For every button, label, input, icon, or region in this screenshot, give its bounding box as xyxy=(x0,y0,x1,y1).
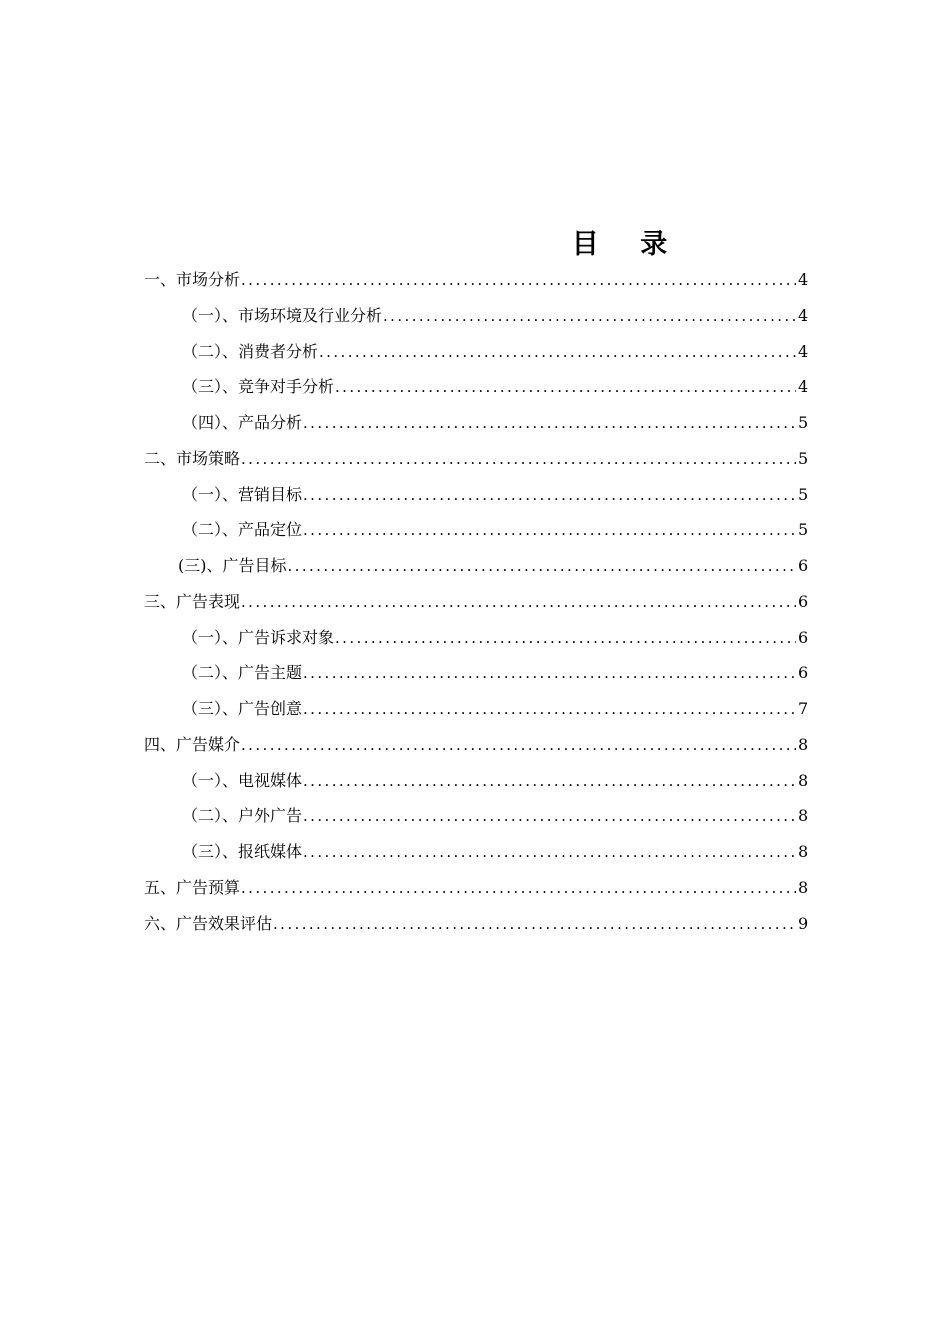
toc-dot-leader xyxy=(319,335,796,370)
toc-entry-page-number: 6 xyxy=(798,663,808,683)
toc-entry-page-number: 5 xyxy=(798,413,808,432)
toc-entry-label: （三）、竞争对手分析 xyxy=(182,377,335,397)
toc-entry[interactable] xyxy=(144,691,808,727)
toc-entry-label: (三)、广告目标 xyxy=(178,556,287,575)
toc-dot-leader xyxy=(303,764,796,799)
toc-entry-page-number: 8 xyxy=(798,734,808,754)
toc-entry[interactable] xyxy=(144,405,808,441)
toc-entry-page-number: 4 xyxy=(798,341,808,361)
toc-dot-leader xyxy=(303,513,796,548)
toc-entry-page-number: 6 xyxy=(798,627,808,647)
toc-entry-label: （一）、电视媒体 xyxy=(182,770,303,790)
toc-dot-leader xyxy=(288,549,797,584)
toc-entry-label: （一）、营销目标 xyxy=(182,484,303,504)
toc-dot-leader xyxy=(241,263,796,298)
toc-dot-leader xyxy=(303,406,796,441)
toc-dot-leader xyxy=(303,799,796,834)
toc-entry[interactable] xyxy=(144,441,808,477)
table-of-contents xyxy=(144,262,808,941)
toc-dot-leader xyxy=(303,835,796,870)
toc-entry-page-number: 8 xyxy=(798,806,808,826)
toc-dot-leader xyxy=(273,907,796,942)
toc-entry-label: （二）、产品定位 xyxy=(182,520,303,540)
toc-entry-label: （一）、广告诉求对象 xyxy=(182,627,335,647)
toc-entry-page-number: 4 xyxy=(798,270,808,289)
toc-dot-leader xyxy=(335,621,796,656)
toc-entry-page-number: 4 xyxy=(798,305,808,325)
toc-entry[interactable] xyxy=(144,763,808,799)
toc-entry-label: （三）、广告创意 xyxy=(182,699,303,718)
toc-dot-leader xyxy=(383,299,796,334)
toc-dot-leader xyxy=(241,442,796,477)
toc-dot-leader xyxy=(241,585,796,620)
toc-entry[interactable] xyxy=(144,334,808,370)
toc-dot-leader xyxy=(241,728,796,763)
toc-dot-leader xyxy=(241,871,796,906)
toc-entry-label: 四、广告媒介 xyxy=(144,734,241,754)
toc-entry[interactable] xyxy=(144,727,808,763)
toc-entry[interactable] xyxy=(144,870,808,906)
toc-entry-label: 一、市场分析 xyxy=(144,270,241,289)
toc-entry-page-number: 8 xyxy=(798,842,808,861)
toc-dot-leader xyxy=(335,370,796,405)
toc-entry-label: 五、广告预算 xyxy=(144,877,241,897)
toc-entry-page-number: 6 xyxy=(798,591,808,611)
toc-entry-label: （二）、消费者分析 xyxy=(182,341,319,361)
toc-entry-page-number: 4 xyxy=(798,377,808,397)
toc-entry-label: （三）、报纸媒体 xyxy=(182,842,303,861)
toc-entry-page-number: 8 xyxy=(798,770,808,790)
toc-entry[interactable] xyxy=(144,548,808,584)
toc-entry[interactable] xyxy=(144,798,808,834)
toc-entry-page-number: 8 xyxy=(798,877,808,897)
toc-dot-leader xyxy=(303,656,796,691)
toc-entry-page-number: 5 xyxy=(798,520,808,540)
toc-entry[interactable] xyxy=(144,620,808,656)
toc-entry-label: （二）、户外广告 xyxy=(182,806,303,826)
toc-entry-page-number: 5 xyxy=(798,448,808,468)
toc-entry[interactable] xyxy=(144,512,808,548)
toc-entry-page-number: 6 xyxy=(798,556,808,575)
toc-entry[interactable] xyxy=(144,906,808,942)
toc-entry[interactable] xyxy=(144,834,808,870)
toc-entry-page-number: 7 xyxy=(798,699,808,718)
toc-dot-leader xyxy=(303,478,796,513)
toc-entry-label: 六、广告效果评估 xyxy=(144,913,273,933)
toc-entry[interactable] xyxy=(144,655,808,691)
toc-entry-page-number: 5 xyxy=(798,484,808,504)
toc-entry-label: 三、广告表现 xyxy=(144,591,241,611)
toc-entry[interactable] xyxy=(144,369,808,405)
toc-entry-page-number: 9 xyxy=(798,913,808,933)
toc-entry[interactable] xyxy=(144,298,808,334)
toc-entry[interactable] xyxy=(144,584,808,620)
toc-entry[interactable] xyxy=(144,262,808,298)
toc-entry[interactable] xyxy=(144,477,808,513)
toc-title: 目 录 xyxy=(571,229,684,260)
toc-entry-label: （二）、广告主题 xyxy=(182,663,303,683)
toc-dot-leader xyxy=(303,692,796,727)
toc-entry-label: （四）、产品分析 xyxy=(182,413,303,432)
toc-entry-label: （一）、市场环境及行业分析 xyxy=(182,305,383,325)
toc-entry-label: 二、市场策略 xyxy=(144,448,241,468)
